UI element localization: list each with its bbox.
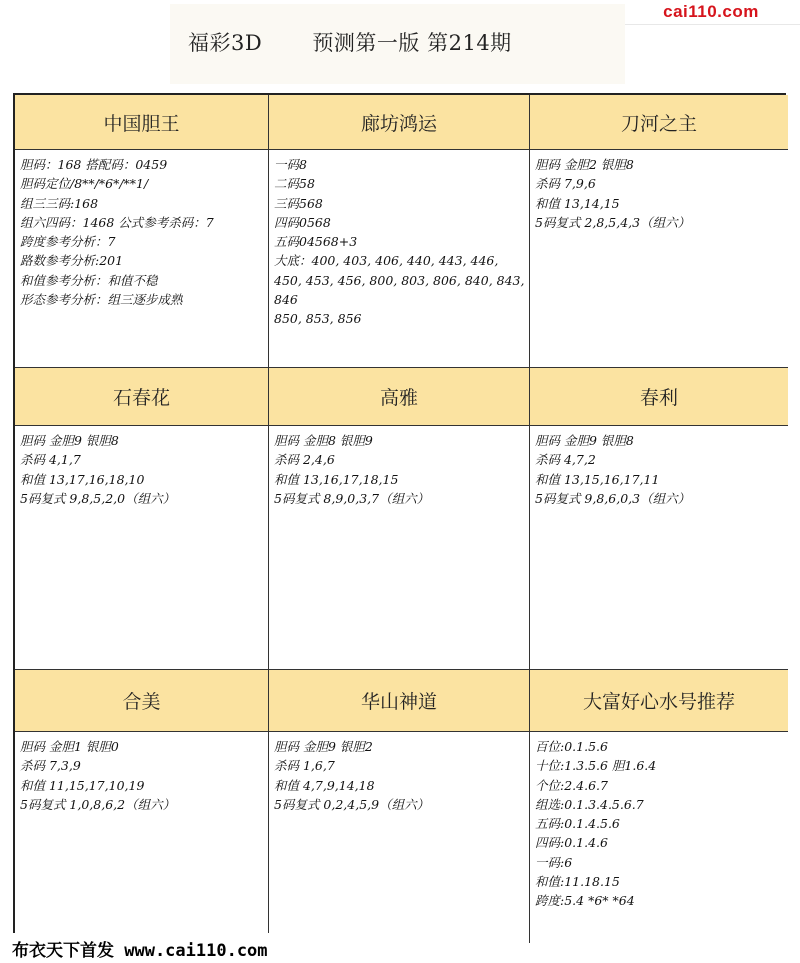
prediction-line: 跨度:5.4 *6* *64 bbox=[535, 893, 635, 909]
prediction-line: 胆码 金胆9 银胆2 bbox=[274, 739, 373, 754]
cell-body bbox=[269, 150, 530, 368]
prediction-line: 五码04568+3 bbox=[274, 234, 358, 250]
prediction-line: 杀码 4,7,2 bbox=[535, 452, 596, 468]
cell-header: 刀河之主 bbox=[530, 95, 788, 150]
prediction-line: 组三三码:168 bbox=[20, 195, 99, 211]
prediction-line: 杀码 1,6,7 bbox=[274, 758, 335, 774]
prediction-line: 杀码 2,4,6 bbox=[274, 452, 335, 468]
cell-header: 石春花 bbox=[15, 368, 269, 426]
prediction-line: 850, 853, 856 bbox=[274, 311, 362, 327]
prediction-line: 十位:1.3.5.6 胆1.6.4 bbox=[535, 758, 657, 774]
cell-header: 高雅 bbox=[269, 368, 530, 426]
prediction-line: 5码复式 9,8,5,2,0（组六） bbox=[20, 490, 176, 506]
prediction-line: 百位:0.1.5.6 bbox=[535, 739, 608, 754]
prediction-line: 胆码 金胆9 银胆8 bbox=[535, 433, 634, 448]
prediction-line: 三码568 bbox=[274, 195, 323, 211]
prediction-line: 形态参考分析：组三逐步成熟 bbox=[20, 292, 183, 308]
cell-body bbox=[269, 426, 530, 670]
prediction-line: 和值 13,17,16,18,10 bbox=[20, 471, 145, 487]
prediction-line: 杀码 7,3,9 bbox=[20, 758, 81, 774]
prediction-line: 和值 13,16,17,18,15 bbox=[274, 471, 399, 487]
prediction-line: 跨度参考分析：7 bbox=[20, 234, 116, 250]
prediction-line: 组选:0.1.3.4.5.6.7 bbox=[535, 796, 644, 812]
cell-body bbox=[269, 732, 530, 943]
cell-header: 廊坊鸿运 bbox=[269, 95, 530, 150]
cell-body bbox=[15, 732, 269, 943]
prediction-line: 一码8 bbox=[274, 157, 307, 172]
prediction-line: 五码:0.1.4.5.6 bbox=[535, 816, 620, 832]
prediction-line: 杀码 4,1,7 bbox=[20, 452, 81, 468]
prediction-line: 四码0568 bbox=[274, 214, 331, 230]
prediction-line: 胆码 金胆1 银胆0 bbox=[20, 739, 119, 754]
prediction-line: 四码:0.1.4.6 bbox=[535, 835, 608, 851]
prediction-line: 和值 13,15,16,17,11 bbox=[535, 471, 660, 487]
prediction-line: 5码复式 8,9,0,3,7（组六） bbox=[274, 490, 430, 506]
page-title: 福彩3D 预测第一版 第214期 bbox=[188, 31, 512, 55]
cell-header: 大富好心水号推荐 bbox=[530, 670, 788, 732]
prediction-line: 路数参考分析:201 bbox=[20, 253, 124, 269]
footer-banner: 布衣天下首发 www.cai110.com bbox=[0, 933, 370, 963]
cell-header: 合美 bbox=[15, 670, 269, 732]
cell-body bbox=[530, 426, 788, 670]
cell-body bbox=[15, 150, 269, 368]
prediction-line: 杀码 7,9,6 bbox=[535, 176, 596, 192]
prediction-line: 个位:2.4.6.7 bbox=[535, 777, 608, 793]
prediction-line: 和值 11,15,17,10,19 bbox=[20, 777, 145, 793]
prediction-line: 和值 4,7,9,14,18 bbox=[274, 777, 375, 793]
prediction-line: 5码复式 2,8,5,4,3（组六） bbox=[535, 214, 691, 230]
prediction-line: 5码复式 9,8,6,0,3（组六） bbox=[535, 490, 691, 506]
prediction-line: 胆码 金胆8 银胆9 bbox=[274, 433, 373, 448]
prediction-line: 组六四码：1468 公式参考杀码：7 bbox=[20, 214, 214, 230]
cell-body bbox=[530, 150, 788, 368]
prediction-line: 胆码 金胆2 银胆8 bbox=[535, 157, 634, 172]
prediction-table bbox=[13, 93, 786, 941]
prediction-line: 5码复式 1,0,8,6,2（组六） bbox=[20, 796, 176, 812]
prediction-line: 胆码定位/8**/*6*/**1/ bbox=[20, 176, 149, 192]
cell-header: 春利 bbox=[530, 368, 788, 426]
prediction-line: 和值参考分析：和值不稳 bbox=[20, 272, 158, 288]
prediction-line: 5码复式 0,2,4,5,9（组六） bbox=[274, 796, 430, 812]
cell-body bbox=[530, 732, 788, 943]
prediction-line: 一码:6 bbox=[535, 854, 573, 870]
prediction-line: 和值 13,14,15 bbox=[535, 195, 620, 211]
cell-header: 华山神道 bbox=[269, 670, 530, 732]
prediction-line: 胆码 金胆9 银胆8 bbox=[20, 433, 119, 448]
prediction-line: 大底：400, 403, 406, 440, 443, 446, 450, 453, 456, 800, 803, 806, 840, 843, 846 bbox=[274, 253, 525, 308]
prediction-line: 胆码：168 搭配码：0459 bbox=[20, 157, 168, 172]
prediction-line: 二码58 bbox=[274, 176, 315, 192]
cell-header: 中国胆王 bbox=[15, 95, 269, 150]
prediction-line: 和值:11.18.15 bbox=[535, 874, 620, 890]
cell-body bbox=[15, 426, 269, 670]
site-logo[interactable]: cai110.com bbox=[622, 0, 800, 25]
